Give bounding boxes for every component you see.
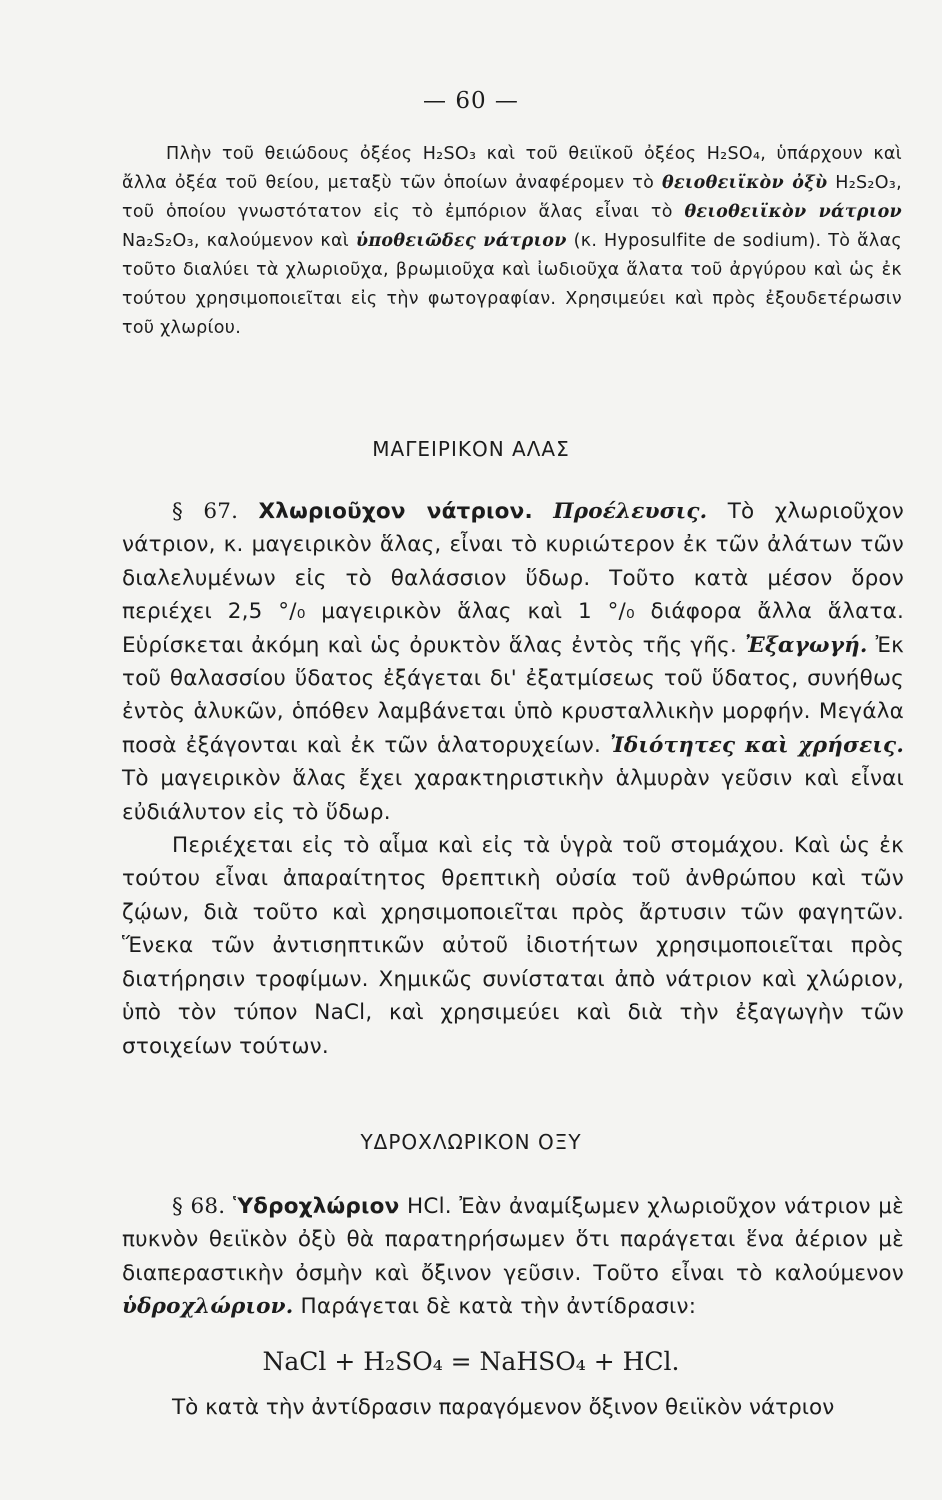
heading-table-salt: ΜΑΓΕΙΡΙΚΟΝ ΑΛΑΣ [372,437,570,461]
section-68-number: § 68. [172,1194,226,1219]
subheading-properties: Ἰδιότητες καὶ χρήσεις. [610,732,904,758]
section-67 [122,495,904,1063]
section-68-text-2: Παράγεται δὲ κατὰ τὴν ἀντίδρασιν: [293,1294,697,1320]
heading-hydrochloric-acid: ΥΔΡΟΧΛΩΡΙΚΟΝ ΟΞΥ [360,1130,582,1154]
subheading-origin: Προέλευσις. [553,499,708,524]
section-68 [122,1190,904,1324]
page-number: — 60 — [423,88,519,114]
section-67-paragraph-2: Περιέχεται εἰς τὸ αἷμα καὶ εἰς τὰ ὑγρὰ τοῦ στομάχου. Καὶ ὡς ἐκ τούτου εἶναι ἀπαραίτητος θρεπτικὴ οὐσία τοῦ ἀνθρώπου καὶ τῶν ζῴων, διὰ τοῦτο καὶ χρησιμοποιεῖται πρὸς ἄρτυσιν τῶν φαγητῶν. Ἕνεκα τῶν ἀντισηπτικῶν αὐτοῦ ἰδιοτήτων χρησιμοποιεῖται πρὸς διατήρησιν τροφίμων. Χημικῶς συνίσταται ἀπὸ νάτριον καὶ χλώριον, ὑπὸ τὸν τύπον NaCl, καὶ χρησιμεύει καὶ διὰ τὴν ἐξαγωγὴν τῶν στοιχείων τούτων. [122,833,904,1059]
term-sodium-thiosulfate: θειοθειϊκὸν νάτριον [684,202,903,222]
section-68-title: Ὑδροχλώριον [232,1194,400,1219]
section-68-text-1: HCl. Ἐὰν ἀναμίξωμεν χλωριοῦχον νάτριον μὲ πυκνὸν θειϊκὸν ὀξὺ θὰ παρατηρήσωμεν ὅτι παράγεται ἕνα ἀέριον μὲ διαπεραστικὴν ὀσμὴν καὶ ὄξινον γεῦσιν. Τοῦτο εἶναι τὸ καλούμενον [122,1194,904,1286]
intro-text-3: Na₂S₂O₃, καλούμενον καὶ [122,231,356,251]
intro-text-1: Πλὴν τοῦ θειώδους ὀξέος H₂SO₃ καὶ τοῦ θειϊκοῦ ὀξέος H₂SO₄, ὑπάρχουν καὶ ἄλλα ὀξέα τοῦ θείου, μεταξὺ τῶν ὁποίων ἀναφέρομεν τὸ [122,144,902,193]
term-sodium-hyposulfite: ὑποθειῶδες νάτριον [355,231,567,251]
properties-text: Τὸ μαγειρικὸν ἅλας ἔχει χαρακτηριστικὴν ἁλμυρὰν γεῦσιν καὶ εἶναι εὐδιάλυτον εἰς τὸ ὕδωρ. [122,766,904,825]
intro-text-4: (κ. Hyposulfite de sodium). Τὸ ἅλας τοῦτο διαλύει τὰ χλωριοῦχα, βρωμιοῦχα καὶ ἰωδιοῦχα ἅλατα τοῦ ἀργύρου καὶ ὡς ἐκ τούτου χρησιμοποιεῖται εἰς τὴν φωτογραφίαν. Χρησιμεύει καὶ πρὸς ἐξουδετέρωσιν τοῦ χλωρίου. [122,231,902,338]
reaction-formula: NaCl + H₂SO₄ = NaHSO₄ + HCl. [262,1347,680,1376]
last-line: Τὸ κατὰ τὴν ἀντίδρασιν παραγόμενον ὄξινον θειϊκὸν νάτριον [172,1395,835,1420]
intro-paragraph [122,140,902,343]
intro-text-2: H₂S₂O₃, τοῦ ὁποίου γνωστότατον εἰς τὸ ἐμπόριον ἅλας εἶναι τὸ [122,173,902,222]
term-hydrogen-chloride: ὑδροχλώριον. [122,1294,294,1320]
section-67-paragraph-1 [122,495,904,829]
origin-text: Τὸ χλωριοῦχον νάτριον, κ. μαγειρικὸν ἅλας, εἶναι τὸ κυριώτερον ἐκ τῶν ἀλάτων τῶν διαλελυμένων εἰς τὸ θαλάσσιον ὕδωρ. Τοῦτο κατὰ μέσον ὅρον περιέχει 2,5 °/₀ μαγειρικὸν ἅλας καὶ 1 °/₀ διάφορα ἄλλα ἅλατα. Εὑρίσκεται ἀκόμη καὶ ὡς ὀρυκτὸν ἅλας ἐντὸς τῆς γῆς. [122,499,904,658]
term-thiosulfuric-acid: θειοθειϊκὸν ὀξὺ [662,173,828,193]
extraction-text: Ἐκ τοῦ θαλασσίου ὕδατος ἐξάγεται δι' ἐξατμίσεως τοῦ ὕδατος, συνήθως ἐντὸς ἁλυκῶν, ὁπόθεν λαμβάνεται ὑπὸ κρυσταλλικὴν μορφήν. Μεγάλα ποσὰ ἐξάγονται καὶ ἐκ τῶν ἁλατορυχείων. [122,632,904,758]
section-68-paragraph [122,1190,904,1324]
section-67-number: § 67. [172,499,239,524]
subheading-extraction: Ἐξαγωγή. [745,632,868,658]
section-67-title: Χλωριοῦχον νάτριον. [258,499,533,524]
